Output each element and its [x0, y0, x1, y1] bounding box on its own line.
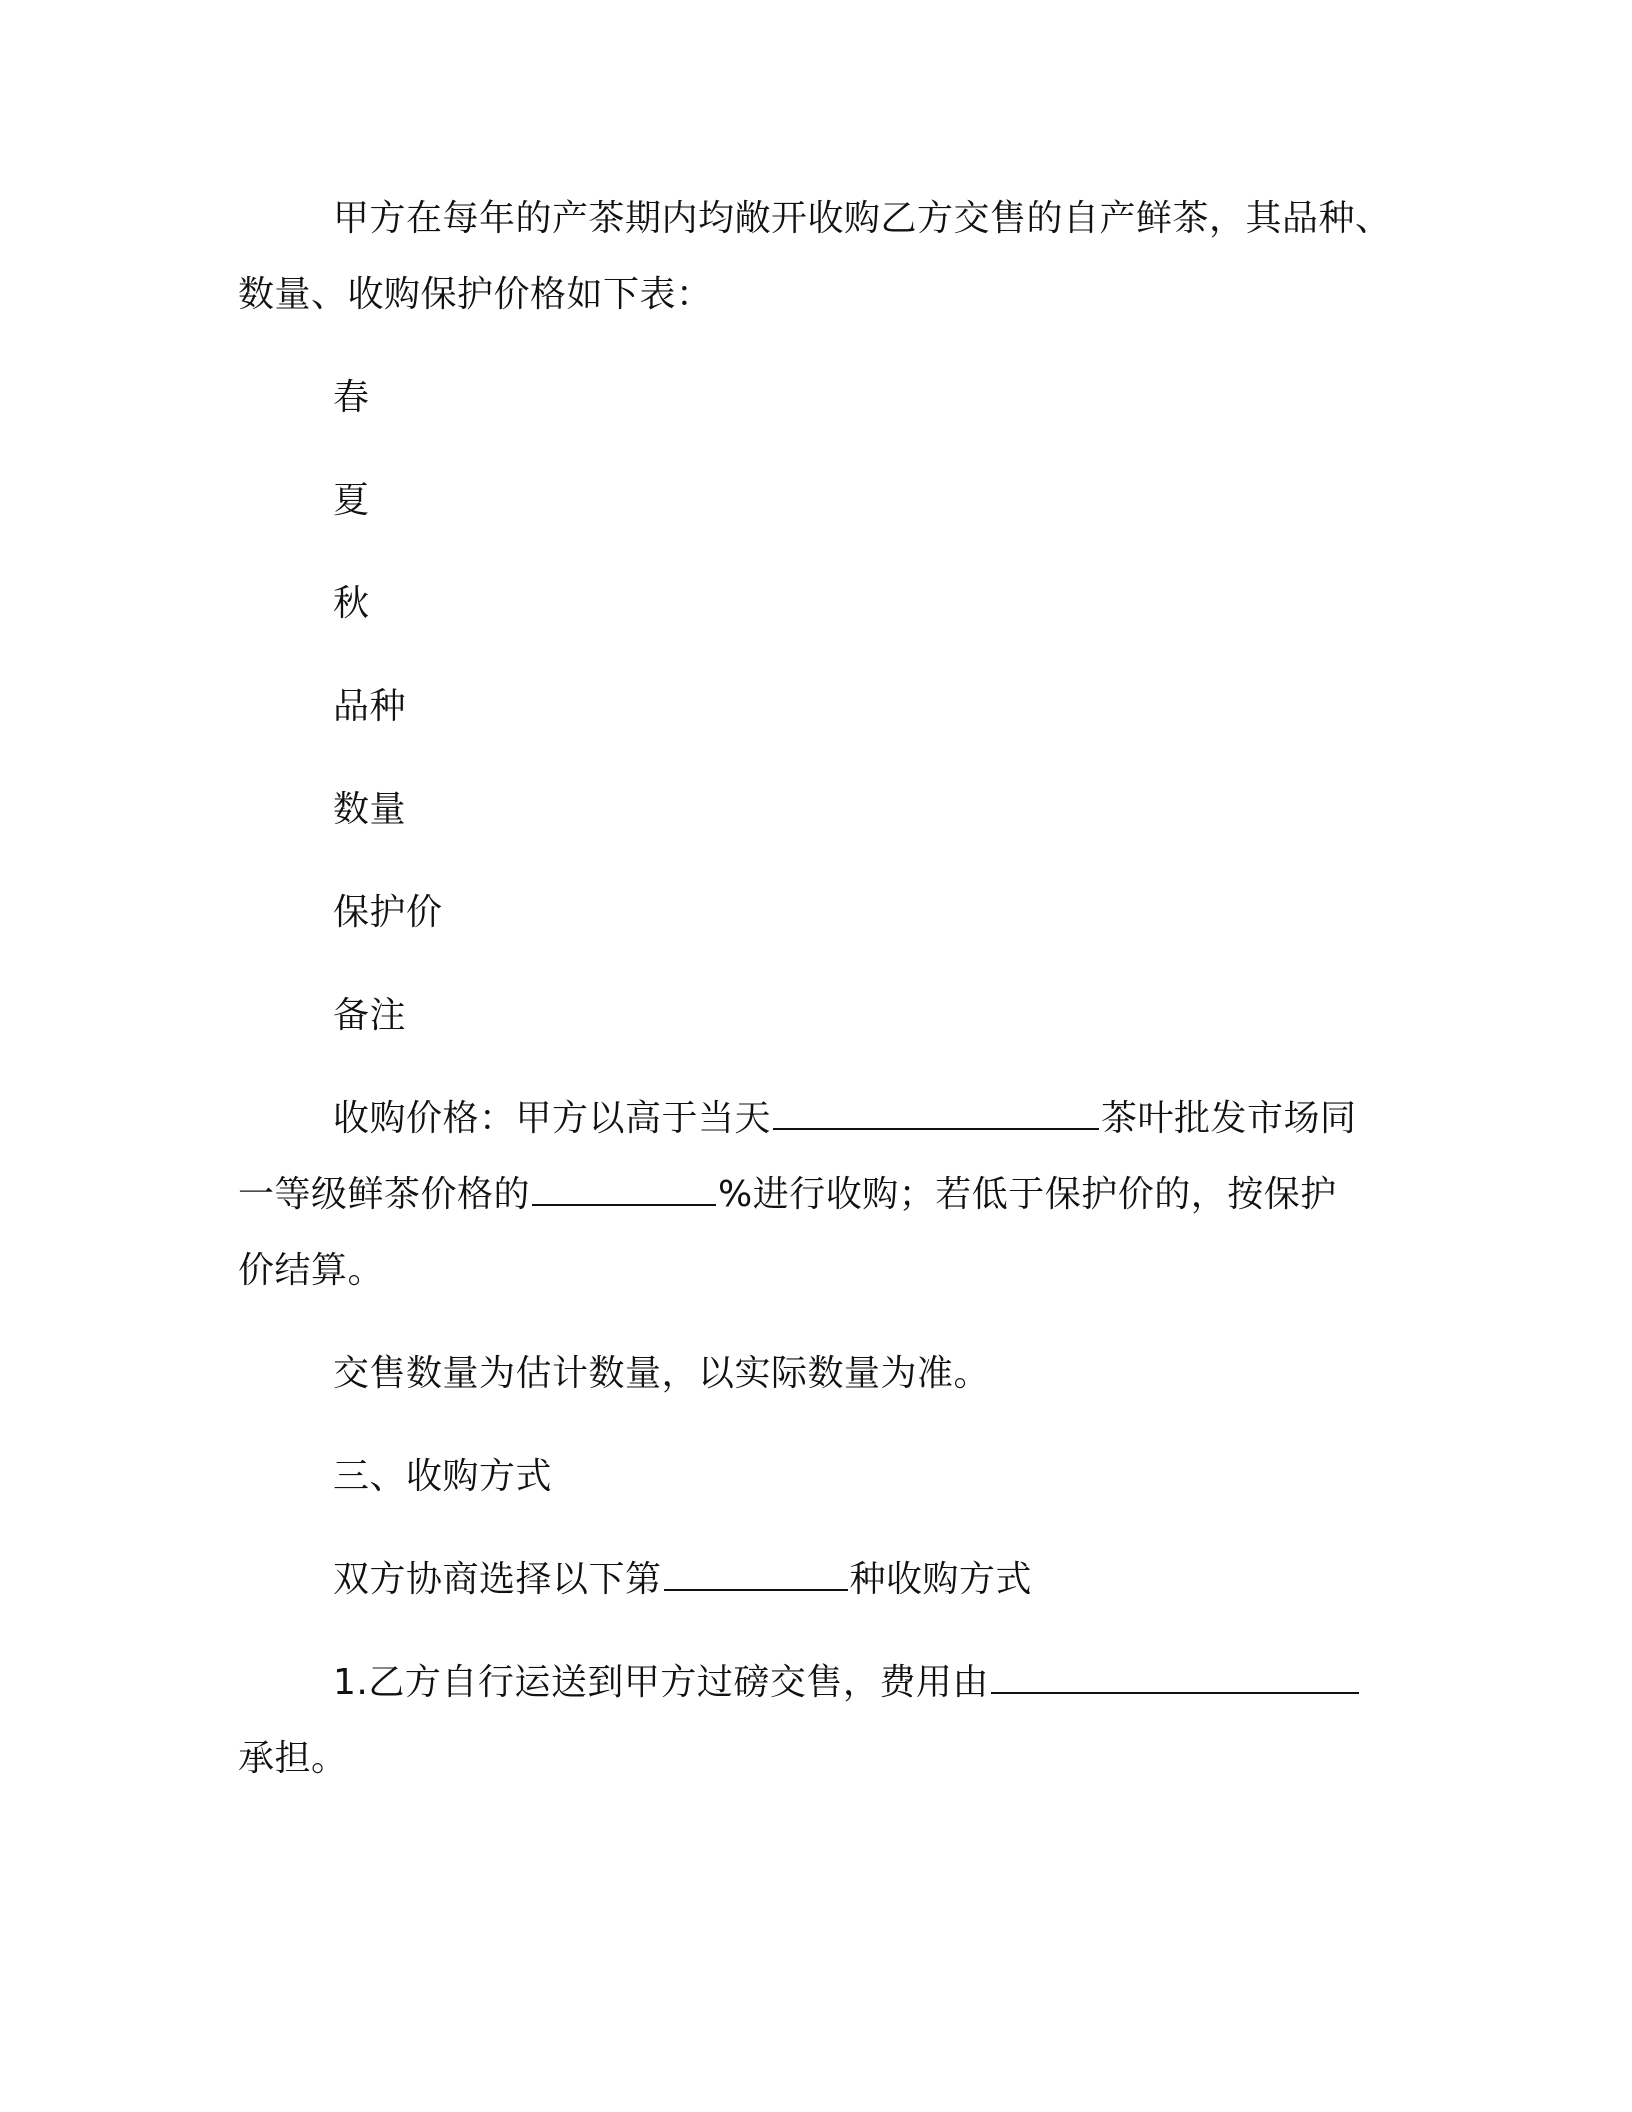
- price-clause-line-2: [238, 1173, 1337, 1217]
- table-item-summer: 夏: [333, 480, 370, 521]
- table-item-autumn: 秋: [333, 583, 370, 624]
- price-clause-text-2: 茶叶批发市场同: [1101, 1098, 1357, 1139]
- method-choice-line: [333, 1558, 1032, 1602]
- table-item-remarks: 备注: [333, 995, 407, 1036]
- percentage-blank[interactable]: [532, 1174, 716, 1206]
- quantity-note: 交售数量为估计数量，以实际数量为准。: [333, 1353, 991, 1394]
- table-item-spring: 春: [333, 377, 370, 418]
- method-one-text-1: 1.乙方自行运送到甲方过磅交售，费用由: [333, 1662, 989, 1703]
- table-item-variety: 品种: [333, 686, 407, 727]
- price-clause-text-4: %进行收购；若低于保护价的，按保护: [718, 1174, 1337, 1215]
- price-clause-line-3: 价结算。: [238, 1250, 385, 1291]
- method-one-line-2: 承担。: [238, 1738, 348, 1779]
- intro-line-1: 甲方在每年的产茶期内均敞开收购乙方交售的自产鲜茶，其品种、: [333, 198, 1392, 239]
- table-item-quantity: 数量: [333, 789, 407, 830]
- method-one-line-1: [333, 1661, 1361, 1705]
- method-number-blank[interactable]: [664, 1559, 848, 1591]
- method-choice-text-1: 双方协商选择以下第: [333, 1559, 662, 1600]
- method-choice-text-2: 种收购方式: [849, 1559, 1033, 1600]
- price-clause-text-3: 一等级鲜茶价格的: [238, 1174, 531, 1215]
- market-name-blank[interactable]: [773, 1098, 1099, 1130]
- intro-line-2: 数量、收购保护价格如下表：: [238, 274, 713, 315]
- section-three-heading: 三、收购方式: [333, 1456, 553, 1497]
- cost-bearer-blank[interactable]: [991, 1662, 1359, 1694]
- table-item-protection-price: 保护价: [333, 892, 443, 933]
- price-clause-text-1: 收购价格：甲方以高于当天: [333, 1098, 772, 1139]
- price-clause-line-1: [333, 1097, 1357, 1141]
